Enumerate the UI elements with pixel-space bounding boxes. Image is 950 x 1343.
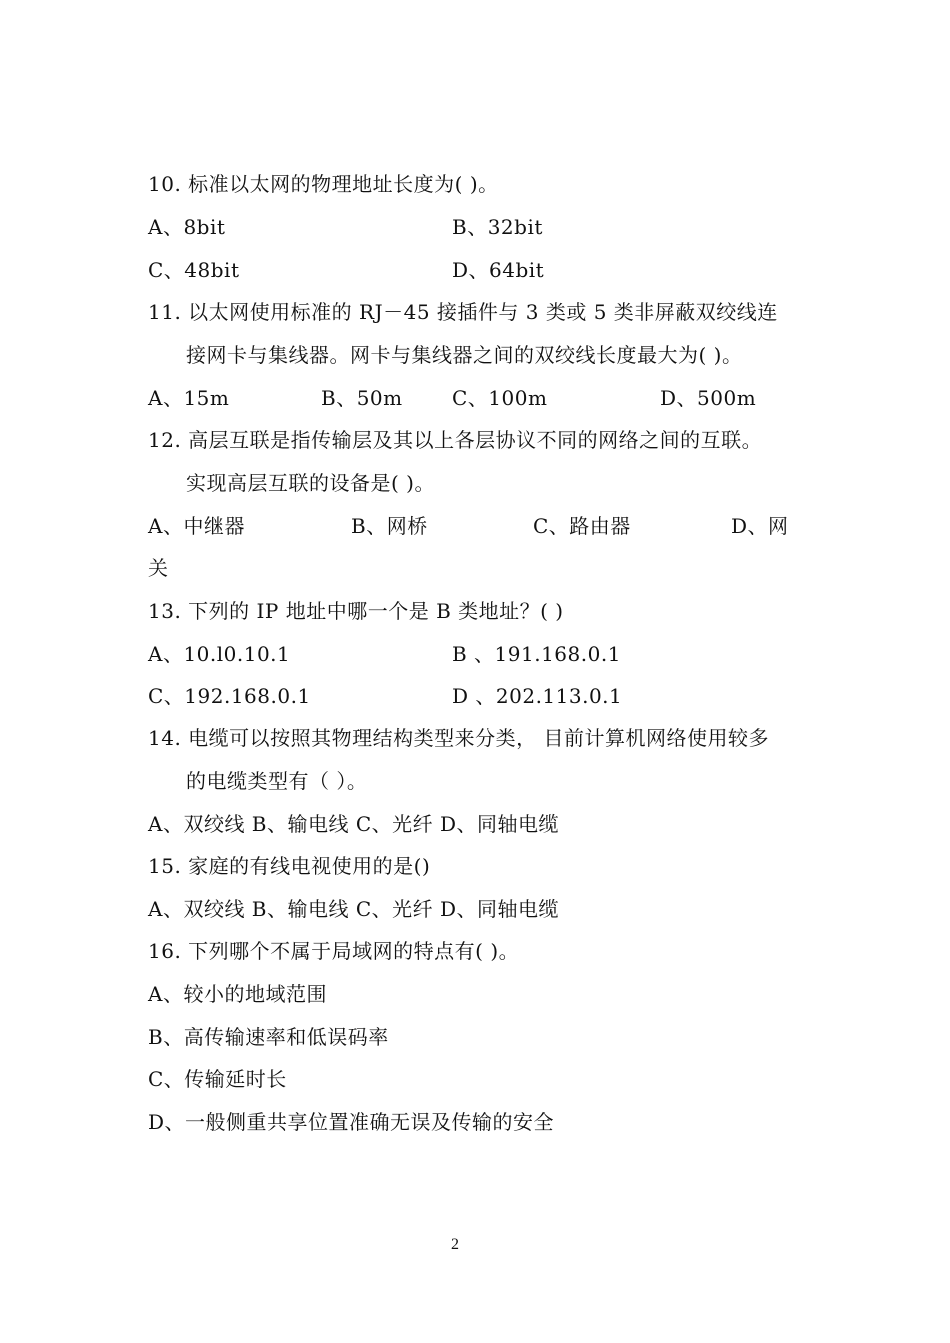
question-12-stem-line-2: 实现高层互联的设备是( )。 bbox=[186, 471, 435, 495]
question-13-option-b: B 、191.168.0.1 bbox=[452, 642, 621, 666]
question-12-stem-line-1: 12. 高层互联是指传输层及其以上各层协议不同的网络之间的互联。 bbox=[148, 428, 763, 452]
question-10-option-c: C、48bit bbox=[148, 258, 240, 282]
question-16-option-d: D、一般侧重共享位置准确无误及传输的安全 bbox=[148, 1110, 555, 1134]
question-11-stem-line-1: 11. 以太网使用标准的 RJ－45 接插件与 3 类或 5 类非屏蔽双绞线连 bbox=[148, 300, 778, 324]
question-15-options: A、双绞线 B、输电线 C、光纤 D、同轴电缆 bbox=[148, 897, 560, 921]
question-12-option-a: A、中继器 bbox=[148, 514, 245, 538]
question-12-option-d: D、网 bbox=[731, 514, 789, 538]
question-11-stem-line-2: 接网卡与集线器。网卡与集线器之间的双绞线长度最大为( )。 bbox=[186, 343, 743, 367]
question-10-option-d: D、64bit bbox=[452, 258, 545, 282]
question-16-stem: 16. 下列哪个不属于局域网的特点有( )。 bbox=[148, 939, 520, 963]
question-14-options: A、双绞线 B、输电线 C、光纤 D、同轴电缆 bbox=[148, 812, 560, 836]
question-13-option-a: A、10.l0.10.1 bbox=[148, 642, 291, 666]
question-16-option-c: C、传输延时长 bbox=[148, 1067, 287, 1091]
question-11-option-d: D、500m bbox=[660, 386, 757, 410]
question-13-stem: 13. 下列的 IP 地址中哪一个是 B 类地址？( ) bbox=[148, 599, 564, 623]
page-number: 2 bbox=[451, 1236, 459, 1253]
question-11-option-c: C、100m bbox=[452, 386, 548, 410]
question-10-option-b: B、32bit bbox=[452, 215, 543, 239]
question-16-option-b: B、高传输速率和低误码率 bbox=[148, 1025, 389, 1049]
question-14-stem-line-2: 的电缆类型有（ ）。 bbox=[186, 769, 368, 793]
question-15-stem: 15. 家庭的有线电视使用的是() bbox=[148, 854, 431, 878]
question-11-option-b: B、50m bbox=[321, 386, 403, 410]
question-10-option-a: A、8bit bbox=[148, 215, 226, 239]
question-12-option-c: C、路由器 bbox=[533, 514, 631, 538]
question-13-option-d: D 、202.113.0.1 bbox=[452, 684, 623, 708]
question-14-stem-line-1: 14. 电缆可以按照其物理结构类型来分类， 目前计算机网络使用较多 bbox=[148, 726, 770, 750]
question-11-option-a: A、15m bbox=[148, 386, 230, 410]
question-10-stem: 10. 标准以太网的物理地址长度为( )。 bbox=[148, 172, 499, 196]
question-16-option-a: A、较小的地域范围 bbox=[148, 982, 327, 1006]
question-13-option-c: C、192.168.0.1 bbox=[148, 684, 311, 708]
question-12-option-b: B、网桥 bbox=[351, 514, 428, 538]
question-12-option-d-wrap: 关 bbox=[148, 556, 169, 580]
